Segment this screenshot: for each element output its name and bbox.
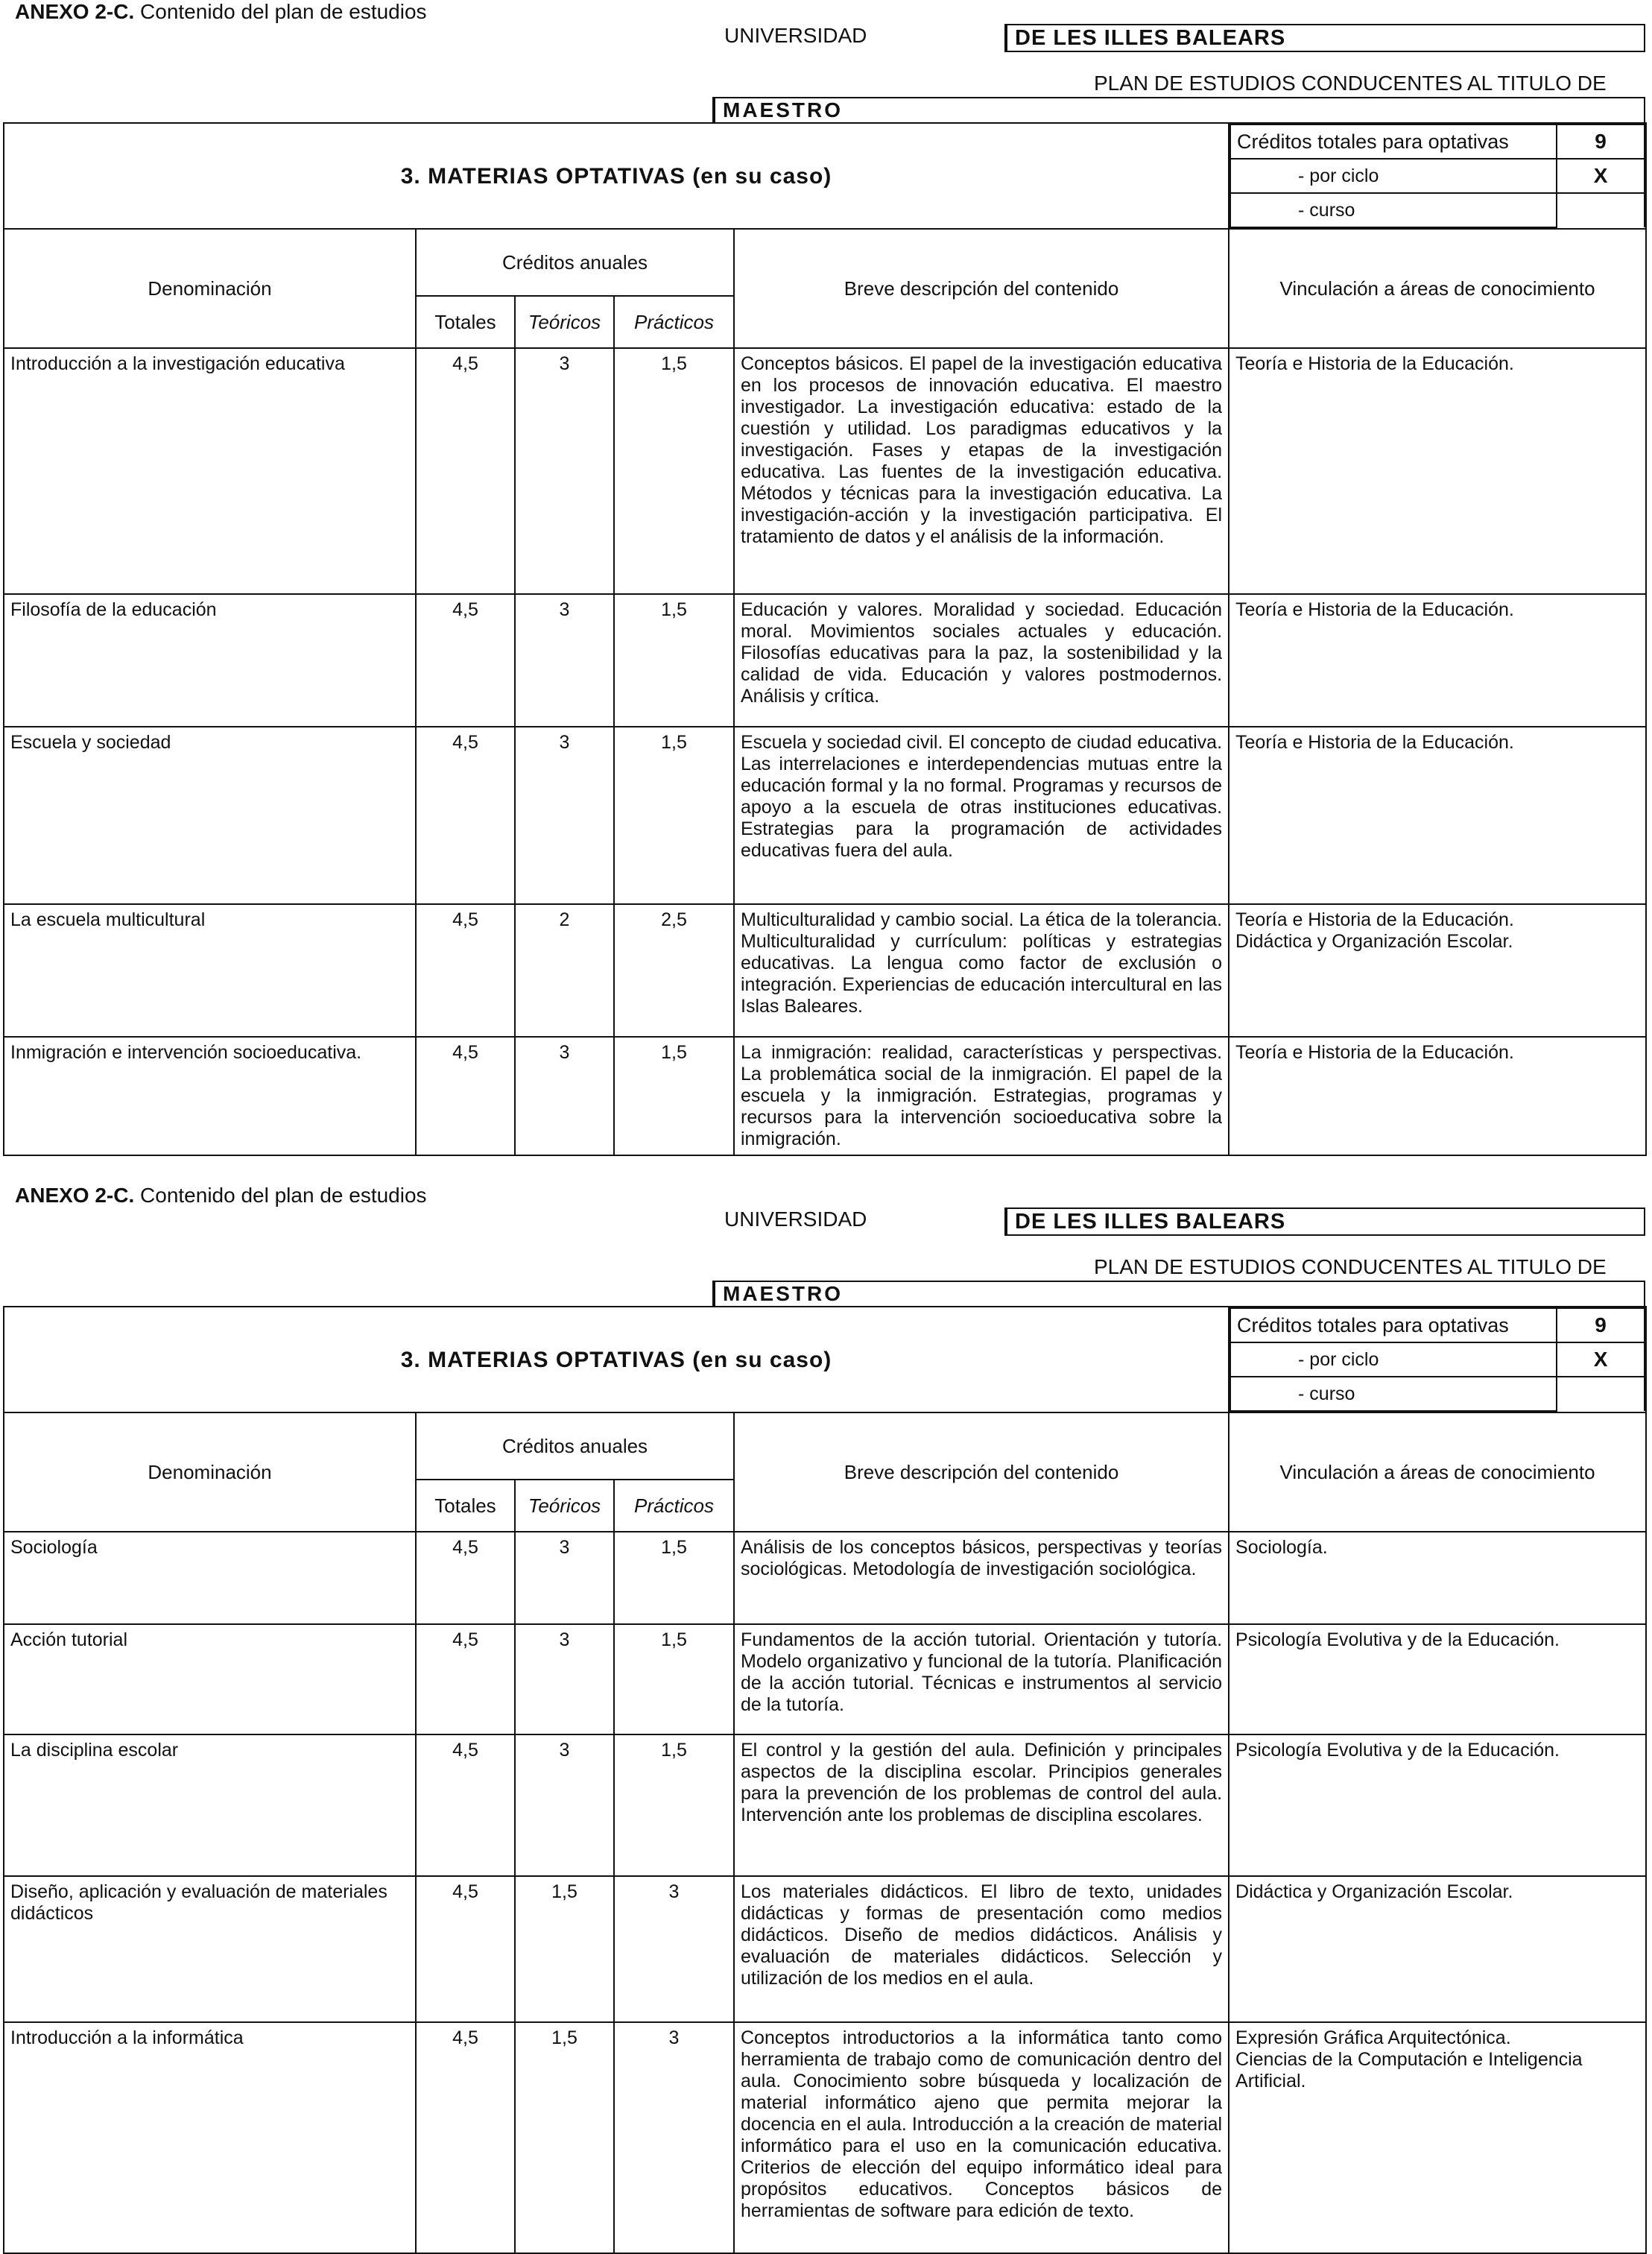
practicos-cell: 1,5 <box>614 1734 734 1876</box>
denominacion-cell: Introducción a la investigación educativa <box>4 348 416 594</box>
titulo-value: MAESTRO <box>712 97 1645 122</box>
practicos-cell: 3 <box>614 2022 734 2253</box>
practicos-cell: 1,5 <box>614 1532 734 1624</box>
universidad-value: DE LES ILLES BALEARS <box>1004 1208 1645 1236</box>
header-practicos: Prácticos <box>614 296 734 348</box>
table-row <box>4 904 1646 1037</box>
practicos-cell: 1,5 <box>614 727 734 904</box>
materias-table <box>3 122 1647 1156</box>
totales-cell: 4,5 <box>416 348 515 594</box>
document-page-2 <box>0 1184 1652 2242</box>
table-row <box>4 1734 1646 1876</box>
teoricos-cell: 3 <box>515 594 614 727</box>
titulo-value: MAESTRO <box>712 1281 1645 1306</box>
ciclo-value: X <box>1557 159 1645 193</box>
totales-cell: 4,5 <box>416 904 515 1037</box>
header-descripcion: Breve descripción del contenido <box>734 1412 1229 1532</box>
anexo-heading: ANEXO 2-C. Contenido del plan de estudios <box>15 0 427 23</box>
denominacion-cell: La escuela multicultural <box>4 904 416 1037</box>
curso-label: - curso <box>1230 1377 1557 1411</box>
teoricos-cell: 3 <box>515 348 614 594</box>
creditos-box <box>1229 123 1646 229</box>
table-row <box>4 727 1646 904</box>
ciclo-label: - por ciclo <box>1230 159 1557 193</box>
curso-label: - curso <box>1230 193 1557 227</box>
creditos-box <box>1229 1307 1646 1412</box>
totales-cell: 4,5 <box>416 594 515 727</box>
table-row <box>4 348 1646 594</box>
totales-cell: 4,5 <box>416 1037 515 1155</box>
materias-table <box>3 1306 1647 2254</box>
plan-label: PLAN DE ESTUDIOS CONDUCENTES AL TITULO DE <box>1094 72 1607 95</box>
universidad-label: UNIVERSIDAD <box>724 24 867 47</box>
descripcion-cell: Los materiales didácticos. El libro de texto, unidades didácticas y formas de presentación como medios didácticos. Diseño de medios didácticos. Análisis y evaluación de materiales didácticos. Selección y utilización de los medios en el aula. <box>734 1876 1229 2022</box>
header-vinculacion: Vinculación a áreas de conocimiento <box>1229 1412 1646 1532</box>
denominacion-cell: Sociología <box>4 1532 416 1624</box>
totales-cell: 4,5 <box>416 727 515 904</box>
teoricos-cell: 2 <box>515 904 614 1037</box>
creditos-value: 9 <box>1557 124 1645 159</box>
teoricos-cell: 3 <box>515 1624 614 1734</box>
table-row <box>4 594 1646 727</box>
table-row <box>4 1624 1646 1734</box>
header-descripcion: Breve descripción del contenido <box>734 229 1229 348</box>
header-teoricos: Teóricos <box>515 296 614 348</box>
teoricos-cell: 1,5 <box>515 1876 614 2022</box>
totales-cell: 4,5 <box>416 2022 515 2253</box>
table-row <box>4 1876 1646 2022</box>
descripcion-cell: Multiculturalidad y cambio social. La ética de la tolerancia. Multiculturalidad y currículum: políticas y estrategias educativas. La lengua como factor de exclusión o integración. Experiencias de educación intercultural en las Islas Baleares. <box>734 904 1229 1037</box>
descripcion-cell: La inmigración: realidad, características y perspectivas. La problemática social de la inmigración. El papel de la escuela y la inmigración. Estrategias, programas y recursos para la intervención socioeducativa sobre la inmigración. <box>734 1037 1229 1155</box>
denominacion-cell: La disciplina escolar <box>4 1734 416 1876</box>
denominacion-cell: Filosofía de la educación <box>4 594 416 727</box>
table-row <box>4 1532 1646 1624</box>
header-creditos-anuales: Créditos anuales <box>416 229 734 296</box>
practicos-cell: 3 <box>614 1876 734 2022</box>
anexo-heading: ANEXO 2-C. Contenido del plan de estudios <box>15 1184 427 1207</box>
header-creditos-anuales: Créditos anuales <box>416 1412 734 1480</box>
teoricos-cell: 3 <box>515 1532 614 1624</box>
header-denominacion: Denominación <box>4 229 416 348</box>
curso-value <box>1557 1377 1645 1411</box>
section-title: 3. MATERIAS OPTATIVAS (en su caso) <box>4 123 1229 229</box>
header-practicos: Prácticos <box>614 1480 734 1532</box>
vinculacion-cell: Psicología Evolutiva y de la Educación. <box>1229 1624 1646 1734</box>
teoricos-cell: 3 <box>515 1037 614 1155</box>
vinculacion-cell: Sociología. <box>1229 1532 1646 1624</box>
practicos-cell: 1,5 <box>614 594 734 727</box>
descripcion-cell: Conceptos básicos. El papel de la investigación educativa en los procesos de innovación educativa. El maestro investigador. La investigación educativa: estado de la cuestión y utilidad. Los paradigmas educativos y la investigación. Fases y etapas de la investigación educativa. Las fuentes de la investigación educativa. Métodos y técnicas para la investigación educativa. La investigación-acción y la investigación participativa. El tratamiento de datos y el análisis de la información. <box>734 348 1229 594</box>
header-totales: Totales <box>416 296 515 348</box>
practicos-cell: 1,5 <box>614 1037 734 1155</box>
descripcion-cell: El control y la gestión del aula. Definición y principales aspectos de la disciplina escolar. Principios generales para la prevención de los problemas de control del aula. Intervención ante los problemas de disciplina escolares. <box>734 1734 1229 1876</box>
denominacion-cell: Acción tutorial <box>4 1624 416 1734</box>
plan-label: PLAN DE ESTUDIOS CONDUCENTES AL TITULO DE <box>1094 1255 1607 1278</box>
header-denominacion: Denominación <box>4 1412 416 1532</box>
totales-cell: 4,5 <box>416 1532 515 1624</box>
universidad-value: DE LES ILLES BALEARS <box>1004 24 1645 52</box>
descripcion-cell: Análisis de los conceptos básicos, perspectivas y teorías sociológicas. Metodología de investigación sociológica. <box>734 1532 1229 1624</box>
vinculacion-cell: Teoría e Historia de la Educación. <box>1229 727 1646 904</box>
header-teoricos: Teóricos <box>515 1480 614 1532</box>
vinculacion-cell: Didáctica y Organización Escolar. <box>1229 1876 1646 2022</box>
vinculacion-cell: Expresión Gráfica Arquitectónica. Ciencias de la Computación e Inteligencia Artificial. <box>1229 2022 1646 2253</box>
section-title: 3. MATERIAS OPTATIVAS (en su caso) <box>4 1307 1229 1412</box>
teoricos-cell: 1,5 <box>515 2022 614 2253</box>
ciclo-label: - por ciclo <box>1230 1342 1557 1377</box>
totales-cell: 4,5 <box>416 1876 515 2022</box>
header-vinculacion: Vinculación a áreas de conocimiento <box>1229 229 1646 348</box>
totales-cell: 4,5 <box>416 1734 515 1876</box>
descripcion-cell: Escuela y sociedad civil. El concepto de ciudad educativa. Las interrelaciones e interdependencias mutuas entre la educación formal y la no formal. Programas y recursos de apoyo a la escuela de otras instituciones educativas. Estrategias para la programación de actividades educativas fuera del aula. <box>734 727 1229 904</box>
creditos-label: Créditos totales para optativas <box>1230 124 1557 159</box>
totales-cell: 4,5 <box>416 1624 515 1734</box>
header-totales: Totales <box>416 1480 515 1532</box>
table-row <box>4 1037 1646 1155</box>
vinculacion-cell: Teoría e Historia de la Educación. Didáctica y Organización Escolar. <box>1229 904 1646 1037</box>
denominacion-cell: Escuela y sociedad <box>4 727 416 904</box>
denominacion-cell: Introducción a la informática <box>4 2022 416 2253</box>
practicos-cell: 2,5 <box>614 904 734 1037</box>
vinculacion-cell: Teoría e Historia de la Educación. <box>1229 1037 1646 1155</box>
teoricos-cell: 3 <box>515 727 614 904</box>
practicos-cell: 1,5 <box>614 1624 734 1734</box>
descripcion-cell: Educación y valores. Moralidad y sociedad. Educación moral. Movimientos sociales actuales y educación. Filosofías educativas para la paz, la sostenibilidad y la calidad de vida. Educación y valores postmodernos. Análisis y crítica. <box>734 594 1229 727</box>
practicos-cell: 1,5 <box>614 348 734 594</box>
curso-value <box>1557 193 1645 227</box>
table-row <box>4 2022 1646 2253</box>
vinculacion-cell: Teoría e Historia de la Educación. <box>1229 348 1646 594</box>
creditos-label: Créditos totales para optativas <box>1230 1308 1557 1342</box>
ciclo-value: X <box>1557 1342 1645 1377</box>
universidad-label: UNIVERSIDAD <box>724 1208 867 1231</box>
descripcion-cell: Fundamentos de la acción tutorial. Orientación y tutoría. Modelo organizativo y funcional de la tutoría. Planificación de la acción tutorial. Técnicas e instrumentos al servicio de la tutoría. <box>734 1624 1229 1734</box>
vinculacion-cell: Psicología Evolutiva y de la Educación. <box>1229 1734 1646 1876</box>
creditos-value: 9 <box>1557 1308 1645 1342</box>
denominacion-cell: Inmigración e intervención socioeducativa. <box>4 1037 416 1155</box>
teoricos-cell: 3 <box>515 1734 614 1876</box>
descripcion-cell: Conceptos introductorios a la informática tanto como herramienta de trabajo como de comunicación dentro del aula. Conocimiento sobre búsqueda y localización de material informático ajeno que permita mejorar la docencia en el aula. Introducción a la creación de material informático para el uso en la comunicación educativa. Criterios de elección del equipo informático ideal para propósitos educativos. Conceptos básicos de herramientas de software para edición de texto. <box>734 2022 1229 2253</box>
denominacion-cell: Diseño, aplicación y evaluación de materiales didácticos <box>4 1876 416 2022</box>
vinculacion-cell: Teoría e Historia de la Educación. <box>1229 594 1646 727</box>
